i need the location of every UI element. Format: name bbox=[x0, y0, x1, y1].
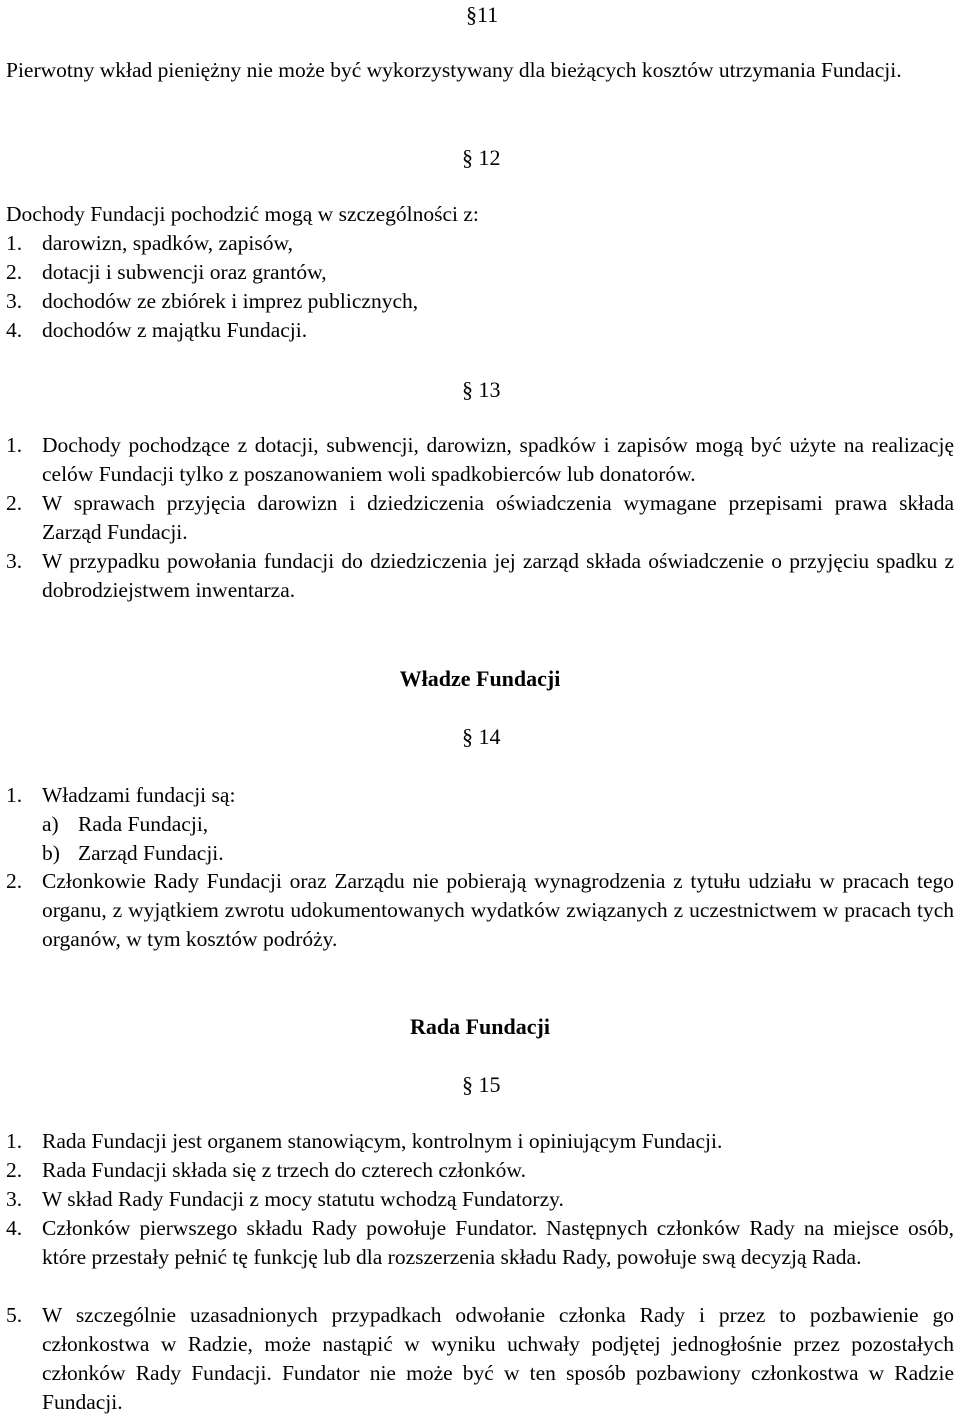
list-item bbox=[6, 867, 954, 954]
list-item-number: 3. bbox=[6, 289, 23, 313]
list-item bbox=[6, 1185, 954, 1214]
list-item-number: 2. bbox=[6, 491, 23, 515]
section-15-number: § 15 bbox=[462, 1072, 501, 1097]
list-item-text: darowizn, spadków, zapisów, bbox=[42, 231, 293, 255]
list-item-text: Członków pierwszego składu Rady powołuje Fundator. Następnych członków Rady na miejsce osób, które przestały pełnić tę funkcję lub dla rozszerzenia składu Rady, powołuje swą decyzją Rada. bbox=[42, 1216, 954, 1269]
list-item bbox=[6, 1127, 954, 1156]
sub-list-item-text: Zarząd Fundacji. bbox=[78, 841, 224, 865]
sub-list-item-letter: a) bbox=[42, 812, 59, 836]
list-item-text: W sprawach przyjęcia darowizn i dziedziczenia oświadczenia wymagane przepisami prawa składa Zarząd Fundacji. bbox=[42, 491, 954, 544]
list-item bbox=[6, 316, 954, 345]
section-14-number: § 14 bbox=[462, 724, 501, 749]
heading-rada-fundacji: Rada Fundacji bbox=[410, 1014, 550, 1039]
list-item-number: 5. bbox=[6, 1303, 23, 1327]
list-item bbox=[6, 489, 954, 547]
sub-list-item bbox=[42, 810, 208, 839]
list-item-text: Rada Fundacji składa się z trzech do czterech członków. bbox=[42, 1158, 526, 1182]
list-item-text: dotacji i subwencji oraz grantów, bbox=[42, 260, 327, 284]
list-item-text: Dochody pochodzące z dotacji, subwencji, darowizn, spadków i zapisów mogą być użyte na realizację celów Fundacji tylko z poszanowaniem woli spadkobierców lub donatorów. bbox=[42, 433, 954, 486]
sub-list-item bbox=[42, 839, 224, 868]
list-item-number: 3. bbox=[6, 549, 23, 573]
list-item-number: 4. bbox=[6, 318, 23, 342]
list-item-text: W skład Rady Fundacji z mocy statutu wchodzą Fundatorzy. bbox=[42, 1187, 564, 1211]
section-13-number: § 13 bbox=[462, 377, 501, 402]
list-item-number: 1. bbox=[6, 783, 23, 807]
list-item bbox=[6, 1156, 954, 1185]
sub-list-item-letter: b) bbox=[42, 841, 60, 865]
list-item bbox=[6, 547, 954, 605]
list-item-text: dochodów ze zbiórek i imprez publicznych, bbox=[42, 289, 419, 313]
list-item-text: W szczególnie uzasadnionych przypadkach odwołanie członka Rady i przez to pozbawienie go członkostwa w Radzie, może nastąpić w wyniku uchwały podjętej jednogłośnie przez pozostałych członków Rady Fundacji. Fundator nie może być w ten sposób pozbawiony członkostwa w Radzie Fundacji. bbox=[42, 1303, 954, 1414]
list-item-number: 1. bbox=[6, 433, 23, 457]
list-item-number: 1. bbox=[6, 231, 23, 255]
list-item-text: dochodów z majątku Fundacji. bbox=[42, 318, 308, 342]
list-item-number: 2. bbox=[6, 1158, 23, 1182]
list-item-number: 3. bbox=[6, 1187, 23, 1211]
list-item bbox=[6, 431, 954, 489]
list-item-text: Członkowie Rady Fundacji oraz Zarządu nie pobierają wynagrodzenia z tytułu udziału w pracach tego organu, z wyjątkiem zwrotu udokumentowanych wydatków związanych z uczestnictwem w pracach tych organów, w tym kosztów podróży. bbox=[42, 869, 954, 951]
list-item-number: 2. bbox=[6, 869, 23, 893]
section-11-text: Pierwotny wkład pieniężny nie może być wykorzystywany dla bieżących kosztów utrzymania Fundacji. bbox=[6, 58, 902, 82]
sub-list-item-text: Rada Fundacji, bbox=[78, 812, 209, 836]
list-item bbox=[6, 1301, 954, 1417]
section-11-number: §11 bbox=[466, 2, 499, 27]
list-item bbox=[6, 1214, 954, 1272]
list-item bbox=[6, 287, 954, 316]
section-12-number: § 12 bbox=[462, 145, 501, 170]
list-item bbox=[6, 258, 954, 287]
list-item-text: W przypadku powołania fundacji do dziedziczenia jej zarząd składa oświadczenie o przyjęciu spadku z dobrodziejstwem inwentarza. bbox=[42, 549, 954, 602]
heading-wladze-fundacji: Władze Fundacji bbox=[399, 666, 561, 691]
section-12-intro: Dochody Fundacji pochodzić mogą w szczególności z: bbox=[6, 202, 479, 226]
list-item-number: 2. bbox=[6, 260, 23, 284]
list-item bbox=[6, 229, 954, 258]
list-item-number: 4. bbox=[6, 1216, 23, 1240]
list-item-number: 1. bbox=[6, 1129, 23, 1153]
list-item-text: Rada Fundacji jest organem stanowiącym, kontrolnym i opiniującym Fundacji. bbox=[42, 1129, 723, 1153]
list-item-text: Władzami fundacji są: bbox=[42, 783, 236, 807]
list-item bbox=[6, 781, 954, 810]
